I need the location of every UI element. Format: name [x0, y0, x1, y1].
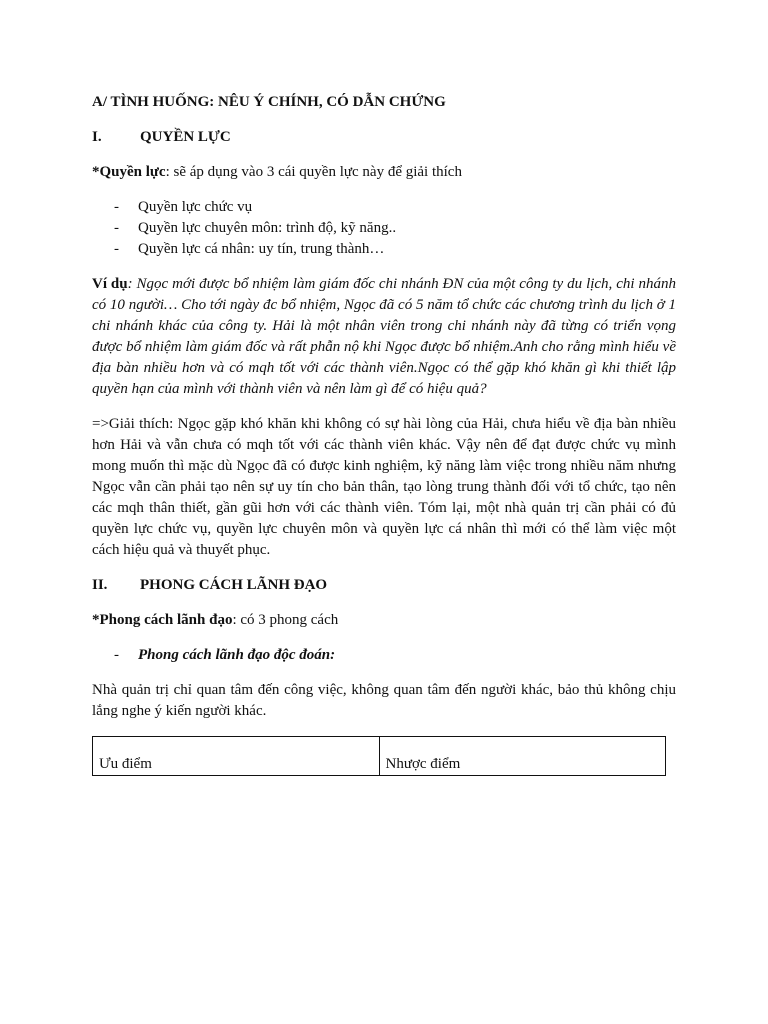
section-1-number: I. [92, 129, 102, 145]
leadership-style-list [92, 645, 676, 666]
example-label: Ví dụ [92, 276, 128, 292]
pros-cons-table [92, 736, 666, 776]
list-item [114, 197, 676, 218]
dash-bullet-icon: - [114, 241, 119, 257]
section-1-title-text: QUYỀN LỰC [140, 129, 231, 145]
section-1-title [92, 127, 676, 148]
style-item-text: Phong cách lãnh đạo độc đoán: [138, 647, 336, 663]
section-2-title [92, 575, 676, 596]
power-types-list [92, 197, 676, 260]
table-header-pros: Ưu điểm [93, 737, 380, 776]
list-item [114, 239, 676, 260]
table-row [93, 737, 666, 776]
section-2-intro-text: : có 3 phong cách [232, 612, 339, 628]
section-1-intro-text: : sẽ áp dụng vào 3 cái quyền lực này để giải thích [165, 164, 462, 180]
table-header-cons: Nhược điểm [379, 737, 666, 776]
explanation-paragraph: =>Giải thích: Ngọc gặp khó khăn khi không có sự hài lòng của Hải, chưa hiểu về địa bàn nhiều hơn Hải và vẫn chưa có mqh tốt với các thành viên khác. Vậy nên để đạt được chức vụ mình mong muốn thì mặc dù Ngọc đã có được kinh nghiệm, kỹ năng làm việc trong nhiều năm nhưng Ngọc vẫn cần phải tạo nên sự uy tín cho bản thân, tạo lòng trung thành đối với tổ chức, tạo nên các mqh thân thiết, gần gũi hơn với các thành viên. Tóm lại, một nhà quản trị cần phải có đủ quyền lực chức vụ, quyền lực chuyên môn và quyền lực cá nhân thì mới có thể làm việc một cách hiệu quả và thuyết phục. [92, 416, 676, 558]
list-item [114, 645, 676, 666]
dash-bullet-icon: - [114, 647, 119, 663]
list-item-text: Quyền lực chức vụ [138, 199, 253, 215]
section-1-intro-label: *Quyền lực [92, 164, 166, 180]
heading-a: A/ TÌNH HUỐNG: NÊU Ý CHÍNH, CÓ DẪN CHỨNG [92, 94, 446, 110]
dash-bullet-icon: - [114, 220, 119, 236]
example-text: : Ngọc mới được bổ nhiệm làm giám đốc chi nhánh ĐN của một công ty du lịch, chi nhánh có 10 người… Cho tới ngày đc bổ nhiệm, Ngọc đã có 5 năm tổ chức các chương trình du lịch ở 1 chi nhánh khác của công ty. Hải là một nhân viên trong chi nhánh này đã từng có triển vọng được bổ nhiệm làm giám đốc và rất phẫn nộ khi Ngọc được bổ nhiệm.Anh cho rằng mình hiểu về địa bàn nhiều hơn và có mqh tốt với các thành viên.Ngọc có thể gặp khó khăn gì khi thiết lập quyền hạn của mình với thành viên và nên làm gì để có hiệu quả? [92, 276, 676, 397]
dash-bullet-icon: - [114, 199, 119, 215]
section-1-intro [92, 162, 676, 183]
style-description: Nhà quản trị chỉ quan tâm đến công việc, không quan tâm đến người khác, bảo thủ không chịu lắng nghe ý kiến người khác. [92, 682, 676, 719]
list-item [114, 218, 676, 239]
section-2-number: II. [92, 577, 108, 593]
section-2-intro [92, 610, 676, 631]
example-paragraph [92, 274, 676, 400]
section-2-title-text: PHONG CÁCH LÃNH ĐẠO [140, 577, 328, 593]
list-item-text: Quyền lực cá nhân: uy tín, trung thành… [138, 241, 385, 257]
list-item-text: Quyền lực chuyên môn: trình độ, kỹ năng.. [138, 220, 397, 236]
section-2-intro-label: *Phong cách lãnh đạo [92, 612, 233, 628]
